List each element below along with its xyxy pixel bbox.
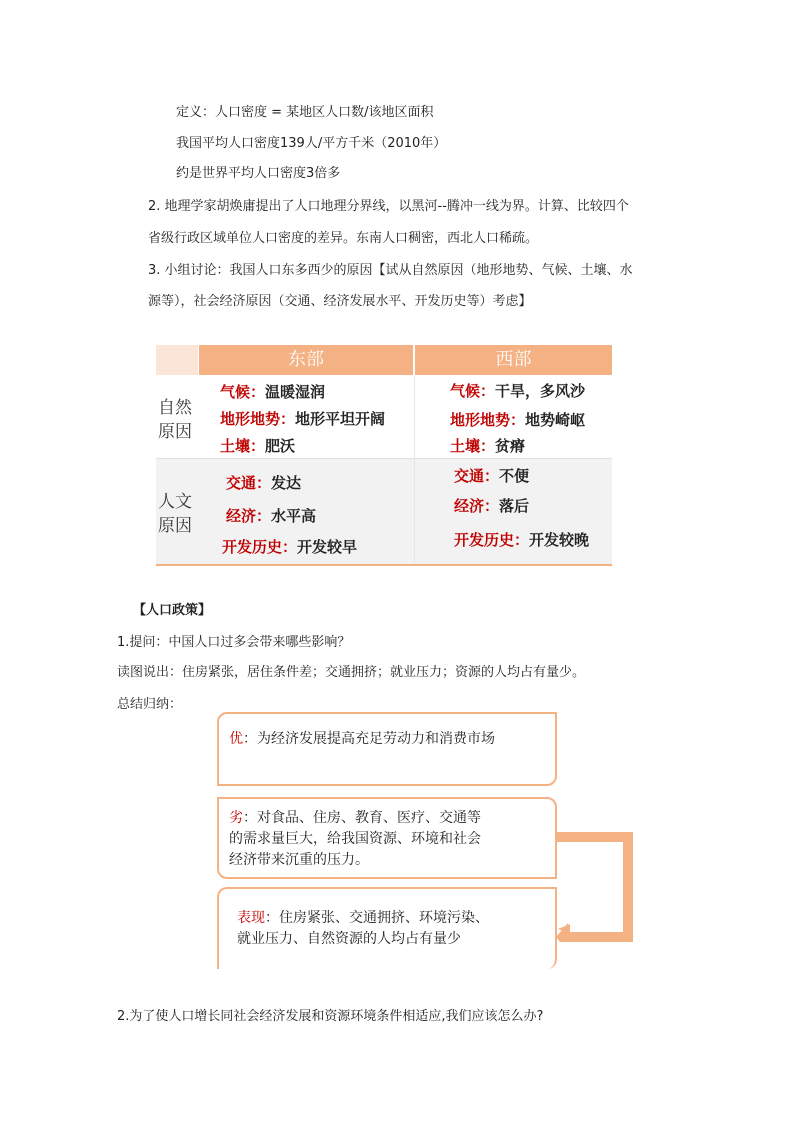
east-climate: 气候：温暖湿润 xyxy=(220,383,326,401)
east-transport: 交通：发达 xyxy=(226,474,302,492)
west-climate: 气候：干旱，多风沙 xyxy=(450,382,586,400)
advantage-text: 优：为经济发展提高充足劳动力和消费市场 xyxy=(229,731,495,747)
disadvantage-text: 劣：对食品、住房、教育、医疗、交通等 的需求量巨大，给我国资源、环境和社会 经济带来沉重的压力。 xyxy=(229,810,481,868)
question-2: 2.为了使人口增长同社会经济发展和资源环境条件相适应,我们应该怎么办? xyxy=(117,1009,544,1024)
row-label-human: 人文 原因 xyxy=(158,492,192,536)
item2-line1: 2. 地理学家胡焕庸提出了人口地理分界线，以黑河--腾冲一线为界。计算、比较四个 xyxy=(148,199,629,214)
header-east: 东部 xyxy=(199,345,413,375)
table-bottom-border xyxy=(156,564,612,566)
return-arrow-icon xyxy=(556,832,636,942)
west-economy: 经济：落后 xyxy=(454,497,530,515)
world-comparison-line: 约是世界平均人口密度3倍多 xyxy=(176,166,341,181)
table-corner-cell xyxy=(156,345,198,375)
west-soil: 土壤：贫瘠 xyxy=(450,437,526,455)
policy-heading: 【人口政策】 xyxy=(133,603,212,618)
column-divider xyxy=(414,375,415,564)
east-soil: 土壤：肥沃 xyxy=(220,437,296,455)
question-1: 1.提问：中国人口过多会带来哪些影响？ xyxy=(117,635,351,650)
item3-line1: 3. 小组讨论：我国人口东多西少的原因【试从自然原因（地形地势、气候、土壤、水 xyxy=(148,263,633,278)
east-economy: 经济：水平高 xyxy=(226,507,317,525)
item2-line2: 省级行政区域单位人口密度的差异。东南人口稠密，西北人口稀疏。 xyxy=(148,231,539,246)
row-label-natural: 自然 原因 xyxy=(158,398,192,442)
average-density-line: 我国平均人口密度139人/平方千米（2010年） xyxy=(176,136,447,151)
summary-label: 总结归纳： xyxy=(117,697,183,712)
east-terrain: 地形地势：地形平坦开阔 xyxy=(220,410,386,428)
west-terrain: 地形地势：地势崎岖 xyxy=(450,411,586,429)
definition-line: 定义：人口密度 = 某地区人口数/该地区面积 xyxy=(176,105,434,120)
east-history: 开发历史：开发较早 xyxy=(222,538,358,556)
west-transport: 交通：不便 xyxy=(454,467,530,485)
answer-line: 读图说出：住房紧张，居住条件差；交通拥挤；就业压力；资源的人均占有量少。 xyxy=(117,665,586,680)
row-divider xyxy=(156,458,612,459)
manifestation-text: 表现：住房紧张、交通拥挤、环境污染、 就业压力、自然资源的人均占有量少 xyxy=(237,910,489,947)
header-west: 西部 xyxy=(415,345,612,375)
west-history: 开发历史：开发较晚 xyxy=(454,531,590,549)
item3-line2: 源等），社会经济原因（交通、经济发展水平、开发历史等）考虑】 xyxy=(148,294,532,309)
